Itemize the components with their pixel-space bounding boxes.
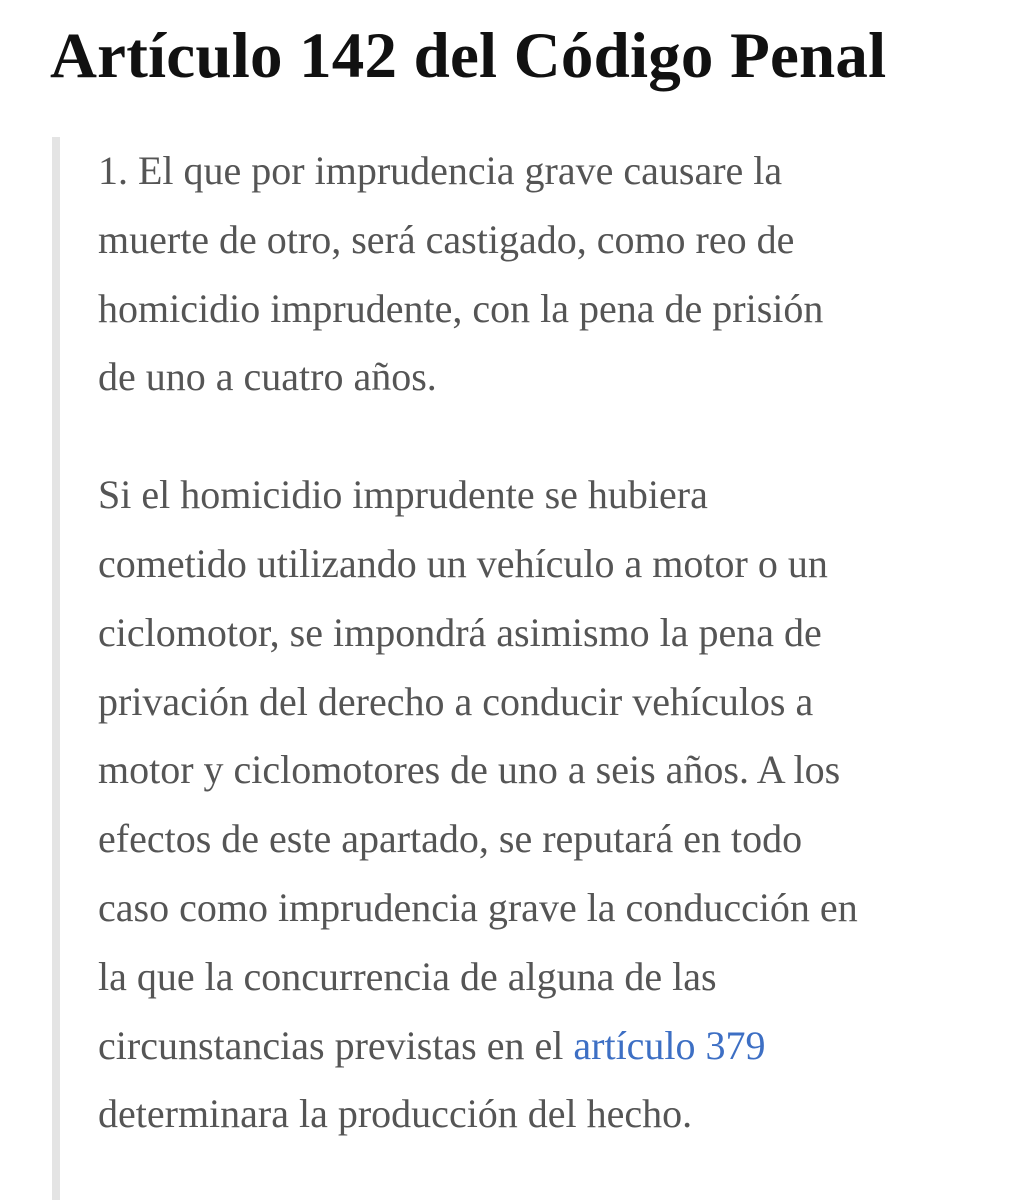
article-text [98, 137, 978, 1149]
text-line: cometido utilizando un vehículo a motor o un [98, 540, 828, 586]
text-line: de uno a cuatro años. [98, 354, 437, 400]
article-blockquote [52, 137, 1020, 1200]
text-line: Si el homicidio imprudente se hubiera [98, 472, 708, 518]
text-line: determinara la producción del hecho. [98, 1091, 693, 1137]
paragraph-1 [98, 137, 978, 412]
text-line: efectos de este apartado, se reputará en todo [98, 816, 803, 862]
article-379-link[interactable]: artículo 379 [573, 1022, 766, 1068]
text-line: ciclomotor, se impondrá asimismo la pena de [98, 609, 822, 655]
text-line: la que la concurrencia de alguna de las [98, 953, 717, 999]
paragraph-2 [98, 461, 978, 1149]
text-line: caso como imprudencia grave la conducción en [98, 884, 858, 930]
text-line: homicidio imprudente, con la pena de prisión [98, 285, 824, 331]
page-title: Artículo 142 del Código Penal [50, 20, 887, 92]
text-line: 1. El que por imprudencia grave causare la [98, 148, 783, 193]
text-line: motor y ciclomotores de uno a seis años. A los [98, 747, 841, 793]
text-line: privación del derecho a conducir vehículos a [98, 678, 814, 724]
text-line: muerte de otro, será castigado, como reo de [98, 216, 795, 262]
text-line: circunstancias previstas en el [98, 1022, 574, 1068]
